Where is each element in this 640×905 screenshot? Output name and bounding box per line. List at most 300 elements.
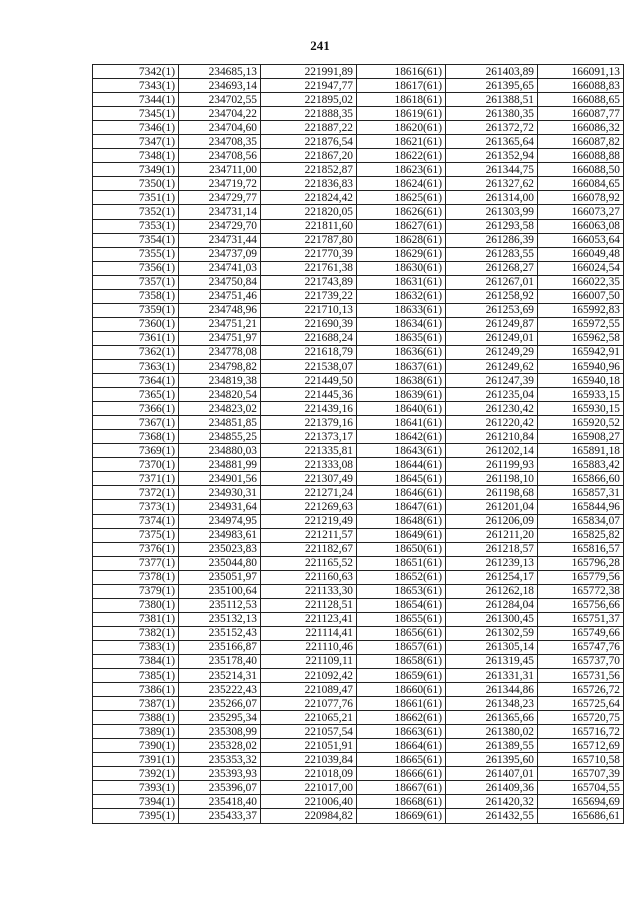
table-cell: 18632(61) (357, 289, 446, 303)
table-cell: 18667(61) (357, 781, 446, 795)
table-row (93, 416, 624, 430)
table-row (93, 303, 624, 317)
table-cell: 18659(61) (357, 669, 446, 683)
table-cell: 7358(1) (93, 289, 179, 303)
table-cell: 7356(1) (93, 261, 179, 275)
table-cell: 261314,00 (446, 191, 538, 205)
table-cell: 165756,66 (538, 598, 624, 612)
table-row (93, 542, 624, 556)
table-row (93, 163, 624, 177)
table-cell: 234901,56 (179, 472, 261, 486)
table-cell: 261220,42 (446, 416, 538, 430)
table-row (93, 725, 624, 739)
table-cell: 7363(1) (93, 359, 179, 373)
table-row (93, 486, 624, 500)
table-cell: 221888,35 (261, 107, 357, 121)
table-cell: 7348(1) (93, 149, 179, 163)
table-cell: 235295,34 (179, 711, 261, 725)
table-cell: 261380,35 (446, 107, 538, 121)
table-cell: 18630(61) (357, 261, 446, 275)
table-cell: 261199,93 (446, 458, 538, 472)
table-cell: 18643(61) (357, 444, 446, 458)
table-cell: 165726,72 (538, 683, 624, 697)
table-cell: 261249,01 (446, 331, 538, 345)
table-row (93, 753, 624, 767)
table-cell: 261395,65 (446, 79, 538, 93)
table-cell: 166049,48 (538, 247, 624, 261)
table-cell: 18650(61) (357, 542, 446, 556)
table-cell: 261344,75 (446, 163, 538, 177)
table-cell: 261198,68 (446, 486, 538, 500)
table-row (93, 739, 624, 753)
table-cell: 221123,41 (261, 612, 357, 626)
table-cell: 18661(61) (357, 697, 446, 711)
table-cell: 261239,13 (446, 556, 538, 570)
table-cell: 7359(1) (93, 303, 179, 317)
table-cell: 221089,47 (261, 683, 357, 697)
table-row (93, 289, 624, 303)
table-cell: 261407,01 (446, 767, 538, 781)
table-cell: 18652(61) (357, 570, 446, 584)
table-row (93, 331, 624, 345)
table-cell: 234708,56 (179, 149, 261, 163)
table-cell: 7368(1) (93, 430, 179, 444)
table-cell: 7351(1) (93, 191, 179, 205)
table-cell: 18626(61) (357, 205, 446, 219)
table-row (93, 626, 624, 640)
coordinates-table (92, 64, 624, 824)
table-cell: 221110,46 (261, 640, 357, 654)
table-cell: 261218,57 (446, 542, 538, 556)
table-cell: 166024,54 (538, 261, 624, 275)
table-cell: 234741,03 (179, 261, 261, 275)
table-cell: 18635(61) (357, 331, 446, 345)
table-cell: 165940,18 (538, 374, 624, 388)
table-cell: 165731,56 (538, 669, 624, 683)
table-cell: 221618,79 (261, 345, 357, 359)
table-cell: 234685,13 (179, 65, 261, 79)
table-cell: 7387(1) (93, 697, 179, 711)
table-row (93, 219, 624, 233)
table-cell: 221991,89 (261, 65, 357, 79)
table-cell: 261389,55 (446, 739, 538, 753)
table-cell: 261286,39 (446, 233, 538, 247)
table-cell: 7369(1) (93, 444, 179, 458)
table-cell: 165844,96 (538, 500, 624, 514)
table-cell: 261210,84 (446, 430, 538, 444)
table-row (93, 149, 624, 163)
table-cell: 235393,93 (179, 767, 261, 781)
table-cell: 7364(1) (93, 374, 179, 388)
table-cell: 261283,55 (446, 247, 538, 261)
table-cell: 235222,43 (179, 683, 261, 697)
table-cell: 235044,80 (179, 556, 261, 570)
table-cell: 165716,72 (538, 725, 624, 739)
table-cell: 261380,02 (446, 725, 538, 739)
table-cell: 7388(1) (93, 711, 179, 725)
table-cell: 7382(1) (93, 626, 179, 640)
table-cell: 166084,65 (538, 177, 624, 191)
table-cell: 221761,38 (261, 261, 357, 275)
table-row (93, 317, 624, 331)
table-cell: 165710,58 (538, 753, 624, 767)
table-row (93, 458, 624, 472)
table-row (93, 359, 624, 373)
table-cell: 234702,55 (179, 93, 261, 107)
table-cell: 261420,32 (446, 795, 538, 809)
table-cell: 234748,96 (179, 303, 261, 317)
table-cell: 221887,22 (261, 121, 357, 135)
table-cell: 166073,27 (538, 205, 624, 219)
table-cell: 234719,72 (179, 177, 261, 191)
table-cell: 235178,40 (179, 654, 261, 668)
table-cell: 7349(1) (93, 163, 179, 177)
table-cell: 234729,77 (179, 191, 261, 205)
table-cell: 221018,09 (261, 767, 357, 781)
table-row (93, 654, 624, 668)
table-row (93, 205, 624, 219)
table-cell: 18634(61) (357, 317, 446, 331)
table-cell: 235112,53 (179, 598, 261, 612)
table-cell: 261395,60 (446, 753, 538, 767)
table-cell: 221739,22 (261, 289, 357, 303)
table-cell: 221057,54 (261, 725, 357, 739)
table-cell: 18616(61) (357, 65, 446, 79)
table-cell: 165737,70 (538, 654, 624, 668)
table-cell: 18647(61) (357, 500, 446, 514)
table-cell: 18641(61) (357, 416, 446, 430)
table-cell: 7360(1) (93, 317, 179, 331)
table-cell: 261432,55 (446, 809, 538, 823)
table-cell: 7342(1) (93, 65, 179, 79)
table-cell: 234731,44 (179, 233, 261, 247)
table-row (93, 345, 624, 359)
table-row (93, 711, 624, 725)
table-row (93, 697, 624, 711)
table-cell: 7386(1) (93, 683, 179, 697)
table-cell: 18633(61) (357, 303, 446, 317)
table-cell: 261262,18 (446, 584, 538, 598)
table-cell: 261268,27 (446, 261, 538, 275)
table-cell: 7372(1) (93, 486, 179, 500)
table-cell: 165694,69 (538, 795, 624, 809)
table-cell: 221077,76 (261, 697, 357, 711)
table-cell: 261202,14 (446, 444, 538, 458)
table-cell: 166022,35 (538, 275, 624, 289)
table-cell: 234855,25 (179, 430, 261, 444)
table-cell: 221439,16 (261, 402, 357, 416)
table-cell: 235051,97 (179, 570, 261, 584)
table-cell: 221449,50 (261, 374, 357, 388)
table-cell: 220984,82 (261, 809, 357, 823)
table-cell: 234819,38 (179, 374, 261, 388)
table-cell: 261409,36 (446, 781, 538, 795)
table-cell: 18638(61) (357, 374, 446, 388)
table-cell: 261302,59 (446, 626, 538, 640)
table-cell: 18628(61) (357, 233, 446, 247)
table-cell: 18657(61) (357, 640, 446, 654)
table-cell: 7383(1) (93, 640, 179, 654)
table-row (93, 374, 624, 388)
table-cell: 7389(1) (93, 725, 179, 739)
table-row (93, 233, 624, 247)
table-cell: 18660(61) (357, 683, 446, 697)
table-cell: 165891,18 (538, 444, 624, 458)
table-cell: 234711,00 (179, 163, 261, 177)
table-cell: 7392(1) (93, 767, 179, 781)
table-row (93, 444, 624, 458)
table-cell: 221373,17 (261, 430, 357, 444)
table-cell: 18656(61) (357, 626, 446, 640)
table-cell: 165930,15 (538, 402, 624, 416)
table-cell: 166088,50 (538, 163, 624, 177)
table-cell: 261388,51 (446, 93, 538, 107)
table-cell: 261249,87 (446, 317, 538, 331)
table-cell: 7378(1) (93, 570, 179, 584)
table-cell: 235132,13 (179, 612, 261, 626)
table-cell: 221182,67 (261, 542, 357, 556)
table-cell: 7370(1) (93, 458, 179, 472)
page-number: 241 (310, 38, 330, 53)
table-cell: 221271,24 (261, 486, 357, 500)
table-cell: 234731,14 (179, 205, 261, 219)
table-cell: 18658(61) (357, 654, 446, 668)
table-cell: 165749,66 (538, 626, 624, 640)
table-cell: 261293,58 (446, 219, 538, 233)
table-row (93, 247, 624, 261)
table-cell: 221114,41 (261, 626, 357, 640)
table-cell: 165686,61 (538, 809, 624, 823)
table-cell: 7367(1) (93, 416, 179, 430)
table-cell: 7373(1) (93, 500, 179, 514)
table-cell: 7390(1) (93, 739, 179, 753)
table-cell: 18664(61) (357, 739, 446, 753)
table-cell: 18619(61) (357, 107, 446, 121)
table-cell: 221379,16 (261, 416, 357, 430)
table-cell: 261327,62 (446, 177, 538, 191)
table-cell: 18646(61) (357, 486, 446, 500)
table-cell: 18653(61) (357, 584, 446, 598)
table-cell: 165883,42 (538, 458, 624, 472)
table-cell: 165796,28 (538, 556, 624, 570)
table-row (93, 795, 624, 809)
table-cell: 234693,14 (179, 79, 261, 93)
table-row (93, 275, 624, 289)
table-cell: 221109,11 (261, 654, 357, 668)
table-row (93, 107, 624, 121)
table-cell: 7371(1) (93, 472, 179, 486)
table-cell: 7350(1) (93, 177, 179, 191)
table-cell: 221820,05 (261, 205, 357, 219)
table-cell: 234983,61 (179, 528, 261, 542)
table-cell: 18640(61) (357, 402, 446, 416)
table-cell: 221867,20 (261, 149, 357, 163)
table-row (93, 612, 624, 626)
table-cell: 7393(1) (93, 781, 179, 795)
table-cell: 221852,87 (261, 163, 357, 177)
table-cell: 261348,23 (446, 697, 538, 711)
table-cell: 235152,43 (179, 626, 261, 640)
table-row (93, 79, 624, 93)
table-cell: 18627(61) (357, 219, 446, 233)
table-cell: 7344(1) (93, 93, 179, 107)
table-row (93, 65, 624, 79)
table-cell: 234704,22 (179, 107, 261, 121)
table-cell: 7374(1) (93, 514, 179, 528)
table-cell: 261230,42 (446, 402, 538, 416)
table-cell: 221269,63 (261, 500, 357, 514)
table-cell: 221065,21 (261, 711, 357, 725)
table-cell: 166087,82 (538, 135, 624, 149)
table-row (93, 683, 624, 697)
table-cell: 235166,87 (179, 640, 261, 654)
table-cell: 7357(1) (93, 275, 179, 289)
table-cell: 7353(1) (93, 219, 179, 233)
table-cell: 261206,09 (446, 514, 538, 528)
table-cell: 18651(61) (357, 556, 446, 570)
table-cell: 166053,64 (538, 233, 624, 247)
table-cell: 18644(61) (357, 458, 446, 472)
table-row (93, 598, 624, 612)
table-cell: 221006,40 (261, 795, 357, 809)
table-cell: 18639(61) (357, 388, 446, 402)
table-cell: 234750,84 (179, 275, 261, 289)
table-cell: 234751,46 (179, 289, 261, 303)
table-cell: 261352,94 (446, 149, 538, 163)
table-cell: 221743,89 (261, 275, 357, 289)
table-cell: 235100,64 (179, 584, 261, 598)
table-cell: 7365(1) (93, 388, 179, 402)
table-cell: 221219,49 (261, 514, 357, 528)
table-row (93, 472, 624, 486)
table-cell: 261254,17 (446, 570, 538, 584)
table-cell: 7361(1) (93, 331, 179, 345)
table-cell: 234823,02 (179, 402, 261, 416)
table-cell: 18629(61) (357, 247, 446, 261)
table-row (93, 584, 624, 598)
table-cell: 234931,64 (179, 500, 261, 514)
table-cell: 18624(61) (357, 177, 446, 191)
table-cell: 165972,55 (538, 317, 624, 331)
table-row (93, 500, 624, 514)
table-cell: 18654(61) (357, 598, 446, 612)
table-cell: 7384(1) (93, 654, 179, 668)
table-cell: 7379(1) (93, 584, 179, 598)
table-cell: 221690,39 (261, 317, 357, 331)
table-cell: 18649(61) (357, 528, 446, 542)
table-cell: 165920,52 (538, 416, 624, 430)
table-cell: 221787,80 (261, 233, 357, 247)
table-cell: 234778,08 (179, 345, 261, 359)
table-cell: 18621(61) (357, 135, 446, 149)
table-cell: 261365,64 (446, 135, 538, 149)
table-cell: 221017,00 (261, 781, 357, 795)
table-cell: 235266,07 (179, 697, 261, 711)
table-cell: 18625(61) (357, 191, 446, 205)
table-cell: 7366(1) (93, 402, 179, 416)
table-cell: 7391(1) (93, 753, 179, 767)
table-cell: 234880,03 (179, 444, 261, 458)
table-cell: 18645(61) (357, 472, 446, 486)
table-cell: 166087,77 (538, 107, 624, 121)
table-cell: 165825,82 (538, 528, 624, 542)
table-cell: 235418,40 (179, 795, 261, 809)
table-cell: 261211,20 (446, 528, 538, 542)
table-cell: 18617(61) (357, 79, 446, 93)
table-cell: 221092,42 (261, 669, 357, 683)
table-cell: 18631(61) (357, 275, 446, 289)
table-cell: 165772,38 (538, 584, 624, 598)
table-cell: 234751,21 (179, 317, 261, 331)
table-cell: 166091,13 (538, 65, 624, 79)
table-cell: 18648(61) (357, 514, 446, 528)
table-cell: 221165,52 (261, 556, 357, 570)
table-cell: 7380(1) (93, 598, 179, 612)
table-cell: 18663(61) (357, 725, 446, 739)
table-cell: 7381(1) (93, 612, 179, 626)
table-cell: 165725,64 (538, 697, 624, 711)
table-cell: 18618(61) (357, 93, 446, 107)
table-row (93, 261, 624, 275)
table-row (93, 402, 624, 416)
table-cell: 165704,55 (538, 781, 624, 795)
table-cell: 221538,07 (261, 359, 357, 373)
table-cell: 221445,36 (261, 388, 357, 402)
table-cell: 221710,13 (261, 303, 357, 317)
table-cell: 234974,95 (179, 514, 261, 528)
table-cell: 165962,58 (538, 331, 624, 345)
table-cell: 221770,39 (261, 247, 357, 261)
table-row (93, 191, 624, 205)
table-cell: 7375(1) (93, 528, 179, 542)
table-cell: 221051,91 (261, 739, 357, 753)
table-cell: 261331,31 (446, 669, 538, 683)
table-row (93, 556, 624, 570)
table-row (93, 669, 624, 683)
table-cell: 165779,56 (538, 570, 624, 584)
table-cell: 235214,31 (179, 669, 261, 683)
table-cell: 18637(61) (357, 359, 446, 373)
table-cell: 261198,10 (446, 472, 538, 486)
table-cell: 18668(61) (357, 795, 446, 809)
table-cell: 7355(1) (93, 247, 179, 261)
table-cell: 166086,32 (538, 121, 624, 135)
table-cell: 7354(1) (93, 233, 179, 247)
table-cell: 234798,82 (179, 359, 261, 373)
table-cell: 261249,29 (446, 345, 538, 359)
table-cell: 221128,51 (261, 598, 357, 612)
table-cell: 165751,37 (538, 612, 624, 626)
table-row (93, 121, 624, 135)
table-row (93, 430, 624, 444)
table-cell: 165866,60 (538, 472, 624, 486)
table-cell: 7394(1) (93, 795, 179, 809)
table-cell: 235353,32 (179, 753, 261, 767)
table-cell: 165747,76 (538, 640, 624, 654)
table-cell: 235433,37 (179, 809, 261, 823)
table-cell: 7385(1) (93, 669, 179, 683)
table-row (93, 93, 624, 107)
table-cell: 18623(61) (357, 163, 446, 177)
table-cell: 235023,83 (179, 542, 261, 556)
table-cell: 166078,92 (538, 191, 624, 205)
table-cell: 261365,66 (446, 711, 538, 725)
table-cell: 165933,15 (538, 388, 624, 402)
table-cell: 7376(1) (93, 542, 179, 556)
table-cell: 18665(61) (357, 753, 446, 767)
table-cell: 166088,88 (538, 149, 624, 163)
table-cell: 18655(61) (357, 612, 446, 626)
